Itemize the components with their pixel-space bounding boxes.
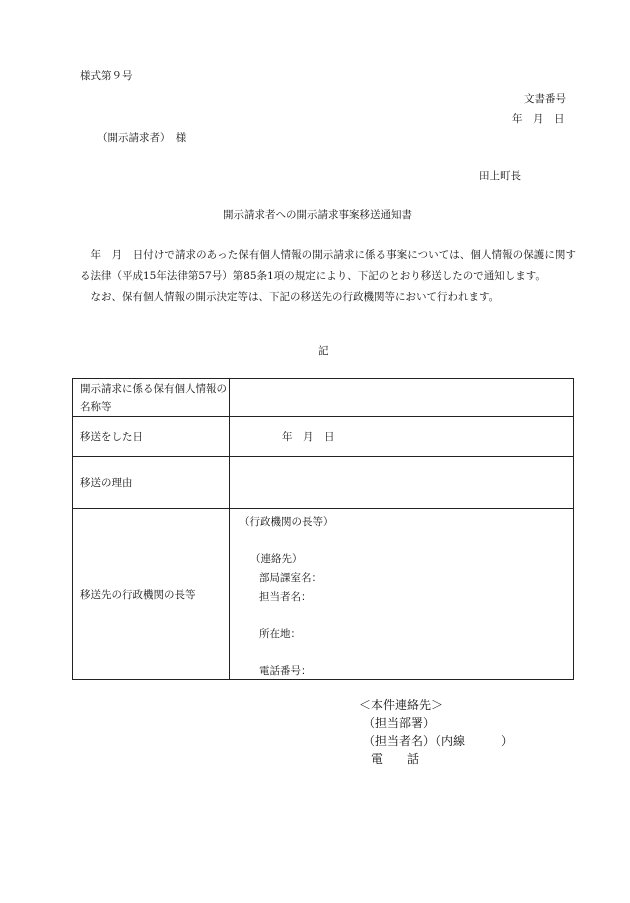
- value-info-name: [230, 379, 574, 417]
- paragraph-note: なお、保有個人情報の開示決定等は、下記の移送先の行政機関等において行われます。: [90, 291, 500, 303]
- form-number: 様式第９号: [80, 70, 133, 82]
- value-destination: [230, 509, 574, 680]
- contact-department: （担当部署）: [363, 716, 436, 730]
- value-transfer-reason: [230, 457, 574, 509]
- contact-block: [359, 696, 513, 768]
- paragraph-notice: 年 月 日付けで請求のあった保有個人情報の開示請求に係る事案については、個人情報の保護に関する法律（平成15年法律第57号）第85条1項の規定により、下記のとおり移送したので通知します。: [80, 249, 576, 282]
- document-title: 開示請求者への開示請求事案移送通知書: [223, 209, 412, 221]
- label-destination: 移送先の行政機関の長等: [73, 509, 230, 680]
- label-transfer-date: 移送をした日: [73, 417, 230, 457]
- label-info-name: 開示請求に係る保有個人情報の名称等: [73, 379, 230, 417]
- value-transfer-date: 年 月 日: [230, 417, 574, 457]
- contact-phone: 電 話: [371, 752, 420, 766]
- ki-heading: 記: [318, 345, 329, 357]
- phone-label: 電話番号：: [259, 665, 312, 677]
- addressee: （開示請求者） 様: [97, 132, 187, 144]
- dept-label: 部局課室名：: [259, 572, 322, 584]
- body-text: [80, 245, 576, 308]
- issue-date: 年 月 日: [512, 113, 565, 125]
- contact-person: （担当者名）（内線 ）: [363, 734, 514, 748]
- sender-name: 田上町長: [479, 170, 521, 182]
- label-transfer-reason: 移送の理由: [73, 457, 230, 509]
- transfer-table: [72, 378, 574, 680]
- org-head: （行政機関の長等）: [239, 516, 334, 528]
- document-number-label: 文書番号: [524, 93, 566, 105]
- contact-heading: ＜本件連絡先＞: [359, 698, 444, 712]
- person-label: 担当者名：: [259, 591, 312, 603]
- contact-head: （連絡先）: [250, 553, 303, 565]
- address-label: 所在地：: [259, 628, 301, 640]
